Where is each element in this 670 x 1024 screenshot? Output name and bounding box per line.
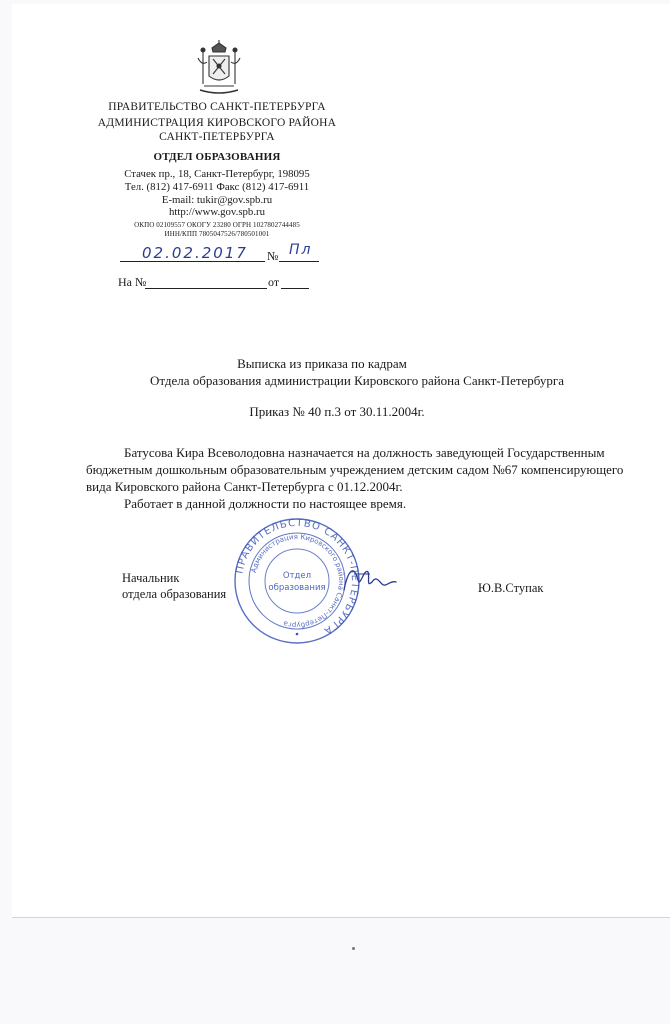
body-line-4: Работает в данной должности по настоящее время. bbox=[124, 496, 407, 511]
signatory-department: отдела образования bbox=[122, 587, 227, 601]
letterhead-city: САНКТ-ПЕТЕРБУРГА bbox=[159, 131, 275, 143]
letterhead-inn: ИНН/КПП 7805047526/780501001 bbox=[164, 230, 270, 238]
signatory-name: Ю.В.Ступак bbox=[478, 581, 544, 595]
handwritten-number: Пл bbox=[289, 242, 313, 258]
extract-subtitle: Отдела образования администрации Кировского района Санкт-Петербурга bbox=[149, 373, 565, 388]
reference-from-label: от bbox=[268, 275, 280, 289]
letterhead-department: ОТДЕЛ ОБРАЗОВАНИЯ bbox=[153, 151, 281, 163]
coat-of-arms-emblem-icon bbox=[192, 40, 246, 98]
svg-text:Администрация Кировского район bbox=[250, 533, 345, 629]
stamp-outer-text: ПРАВИТЕЛЬСТВО САНКТ-ПЕТЕРБУРГА bbox=[234, 517, 361, 637]
handwritten-date: 02.02.2017 bbox=[142, 244, 248, 262]
scan-speck bbox=[352, 947, 355, 950]
letterhead-government: ПРАВИТЕЛЬСТВО САНКТ-ПЕТЕРБУРГА bbox=[108, 101, 326, 113]
body-line-3: вида Кировского района Санкт-Петербурга с 01.12.2004г. bbox=[86, 479, 403, 494]
letterhead-phone: Тел. (812) 417-6911 Факс (812) 417-6911 bbox=[124, 181, 310, 193]
letterhead-address: Стачек пр., 18, Санкт-Петербург, 198095 bbox=[124, 168, 310, 180]
number-label: № bbox=[267, 249, 279, 263]
body-line-1: Батусова Кира Всеволодовна назначается на должность заведующей Государственным bbox=[124, 445, 605, 460]
reference-date-underline bbox=[281, 287, 309, 289]
number-underline bbox=[279, 260, 319, 262]
stamp-inner-text: Администрация Кировского района Санкт-Петербурга bbox=[249, 532, 346, 630]
extract-title: Выписка из приказа по кадрам bbox=[237, 356, 407, 371]
reference-label: На № bbox=[118, 275, 147, 289]
body-line-2: бюджетным дошкольным образовательным учреждением детским садом №67 компенсирующего bbox=[86, 462, 624, 477]
document-sheet bbox=[12, 4, 670, 918]
reference-underline bbox=[145, 287, 267, 289]
order-reference: Приказ № 40 п.3 от 30.11.2004г. bbox=[249, 404, 425, 419]
letterhead-email: E-mail: tukir@gov.spb.ru bbox=[161, 194, 273, 206]
letterhead-administration: АДМИНИСТРАЦИЯ КИРОВСКОГО РАЙОНА bbox=[97, 117, 337, 129]
stamp-center-line-1: Отдел bbox=[282, 571, 312, 581]
signatory-title: Начальник bbox=[122, 571, 180, 585]
handwritten-signature-icon bbox=[340, 560, 400, 596]
letterhead-codes: ОКПО 02109557 ОКОГУ 23280 ОГРН 1027802744485 bbox=[134, 221, 300, 229]
letterhead-website: http://www.gov.spb.ru bbox=[168, 206, 266, 218]
stamp-center-line-2: образования bbox=[268, 583, 326, 593]
